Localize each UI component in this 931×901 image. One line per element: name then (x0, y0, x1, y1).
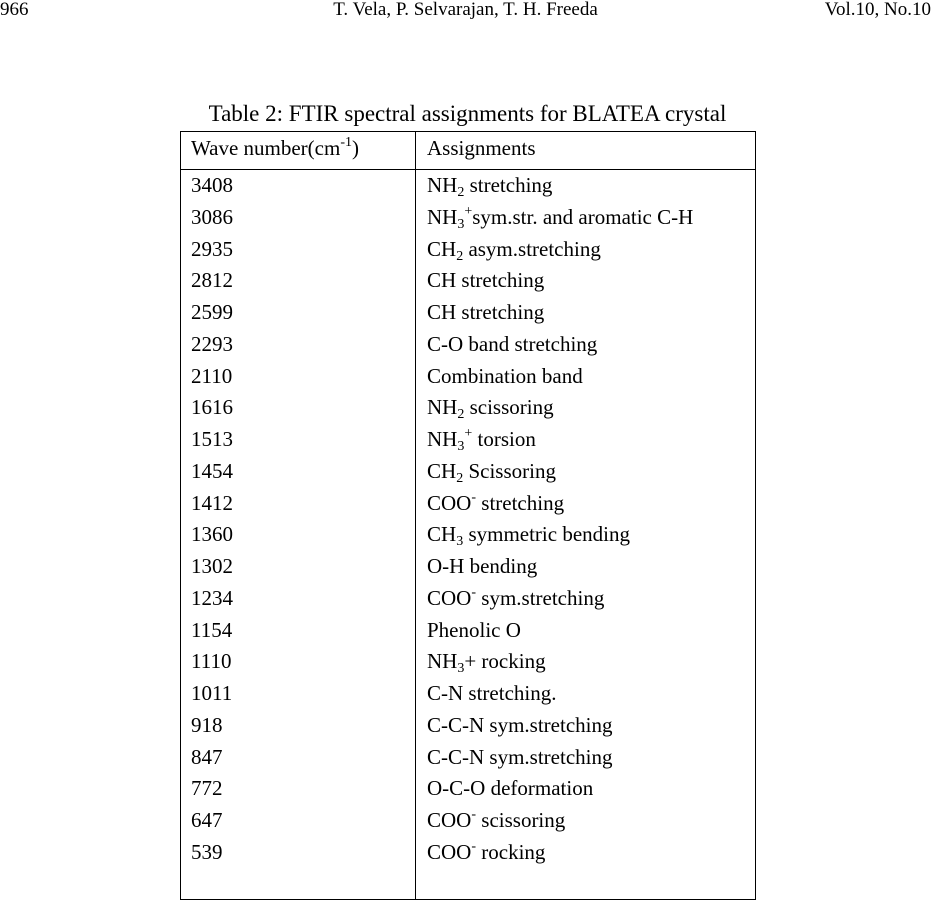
running-header-authors: T. Vela, P. Selvarajan, T. H. Freeda (333, 0, 598, 20)
wave-number-cell: 772 (191, 776, 223, 801)
wave-number-cell: 2110 (191, 363, 233, 388)
assignment-cell (427, 268, 544, 292)
assignment-text: CH stretching (427, 300, 545, 324)
assignment-cell (427, 681, 556, 705)
assignment-subscript: 2 (456, 248, 464, 264)
assignment-text: CH (427, 236, 457, 261)
assignment-text: NH (427, 427, 458, 451)
assignment-cell (427, 649, 546, 677)
assignment-text: asym.stretching (463, 236, 601, 261)
wave-number-cell: 1302 (191, 554, 233, 578)
assignment-subscript: 2 (457, 185, 465, 200)
assignment-text: NH (427, 204, 458, 229)
assignment-subscript: 2 (457, 407, 465, 423)
assignment-text: sym.str. and aromatic C-H (472, 204, 694, 229)
wave-number-cell: 1154 (191, 617, 233, 642)
assignment-superscript: - (471, 489, 477, 505)
assignment-text: Combination band (427, 363, 583, 388)
wave-number-cell: 2812 (191, 268, 233, 293)
assignment-text: symmetric bending (463, 522, 630, 547)
wave-number-cell: 1360 (191, 522, 233, 547)
header-text: Assignments (427, 136, 536, 160)
wave-number-cell: 3086 (191, 204, 233, 229)
wave-number-cell: 2935 (191, 236, 233, 261)
assignment-text: C-C-N sym.stretching (427, 712, 613, 737)
header-superscript: -1 (340, 135, 352, 150)
assignment-text: Scissoring (463, 458, 556, 483)
assignment-subscript: 3 (457, 216, 465, 232)
assignment-text: rocking (476, 839, 546, 864)
wave-number-cell: 3408 (191, 173, 233, 197)
wave-number-cell: 1616 (191, 395, 233, 420)
assignment-subscript: 3 (456, 534, 464, 550)
ftir-table (180, 131, 756, 900)
assignment-text: CH (427, 522, 457, 547)
assignment-cell (427, 236, 601, 264)
assignment-cell (427, 332, 597, 356)
header-text: Wave number(cm (191, 136, 341, 160)
assignment-text: scissoring (476, 808, 566, 832)
assignment-cell (427, 713, 612, 737)
assignment-text: O-C-O deformation (427, 776, 594, 801)
assignment-text: stretching (476, 490, 565, 515)
assignment-text: + rocking (464, 649, 546, 674)
column-header-wave-number (191, 136, 359, 160)
assignment-cell (427, 840, 545, 864)
assignment-text: COO (427, 808, 472, 832)
assignment-cell (427, 300, 544, 324)
wave-number-cell: 2293 (191, 331, 233, 356)
assignment-text: CH (427, 458, 457, 483)
assignment-text: Phenolic O (427, 617, 521, 642)
page-number: 966 (0, 0, 29, 20)
assignment-cell (427, 745, 612, 769)
assignment-cell (427, 618, 521, 642)
table-caption: Table 2: FTIR spectral assignments for BLATEA crystal (208, 101, 727, 126)
assignment-superscript: - (471, 584, 477, 600)
assignment-text: NH (427, 173, 458, 197)
assignment-cell (427, 364, 583, 388)
assignment-cell (427, 203, 694, 232)
assignment-text: CH stretching (427, 268, 545, 293)
assignment-text: NH (427, 395, 458, 420)
assignment-superscript: - (471, 838, 477, 854)
assignment-superscript: + (464, 426, 473, 441)
assignment-cell (427, 776, 593, 800)
assignment-superscript: - (471, 807, 477, 822)
assignment-subscript: 3 (457, 661, 465, 677)
assignment-text: O-H bending (427, 554, 538, 578)
assignment-superscript: + (464, 203, 473, 219)
running-header-volume: Vol.10, No.10 (824, 0, 931, 20)
assignment-text: C-N stretching. (427, 681, 557, 705)
assignment-text: NH (427, 649, 458, 674)
assignment-text: C-O band stretching (427, 331, 598, 356)
wave-number-cell: 1110 (191, 649, 232, 674)
wave-number-cell: 539 (191, 839, 223, 864)
assignment-cell (427, 395, 554, 423)
header-divider (181, 169, 755, 170)
wave-number-cell: 1454 (191, 458, 233, 483)
wave-number-cell: 1234 (191, 585, 233, 610)
header-text-end: ) (352, 136, 359, 160)
column-divider (415, 132, 416, 899)
assignment-text: stretching (464, 173, 553, 197)
wave-number-cell: 918 (191, 712, 223, 737)
assignment-text: sym.stretching (476, 585, 605, 610)
assignment-subscript: 2 (456, 470, 464, 486)
assignment-text: C-C-N sym.stretching (427, 744, 613, 769)
assignment-cell (427, 491, 564, 515)
assignment-cell (427, 173, 553, 200)
assignment-text: COO (427, 490, 472, 515)
wave-number-cell: 1412 (191, 490, 233, 515)
assignment-cell (427, 522, 630, 550)
wave-number-cell: 2599 (191, 300, 233, 324)
assignment-cell (427, 808, 565, 832)
assignment-cell (427, 458, 556, 486)
assignment-cell (427, 426, 536, 454)
wave-number-cell: 647 (191, 808, 223, 832)
assignment-cell (427, 554, 537, 578)
column-header-assignments (427, 136, 536, 160)
assignment-text: torsion (472, 427, 536, 451)
wave-number-cell: 1011 (191, 681, 233, 705)
assignment-text: scissoring (464, 395, 554, 420)
assignment-cell (427, 586, 604, 610)
assignment-subscript: 3 (457, 439, 465, 454)
wave-number-cell: 847 (191, 744, 223, 769)
wave-number-cell: 1513 (191, 427, 233, 451)
assignment-text: COO (427, 585, 472, 610)
assignment-text: COO (427, 839, 472, 864)
